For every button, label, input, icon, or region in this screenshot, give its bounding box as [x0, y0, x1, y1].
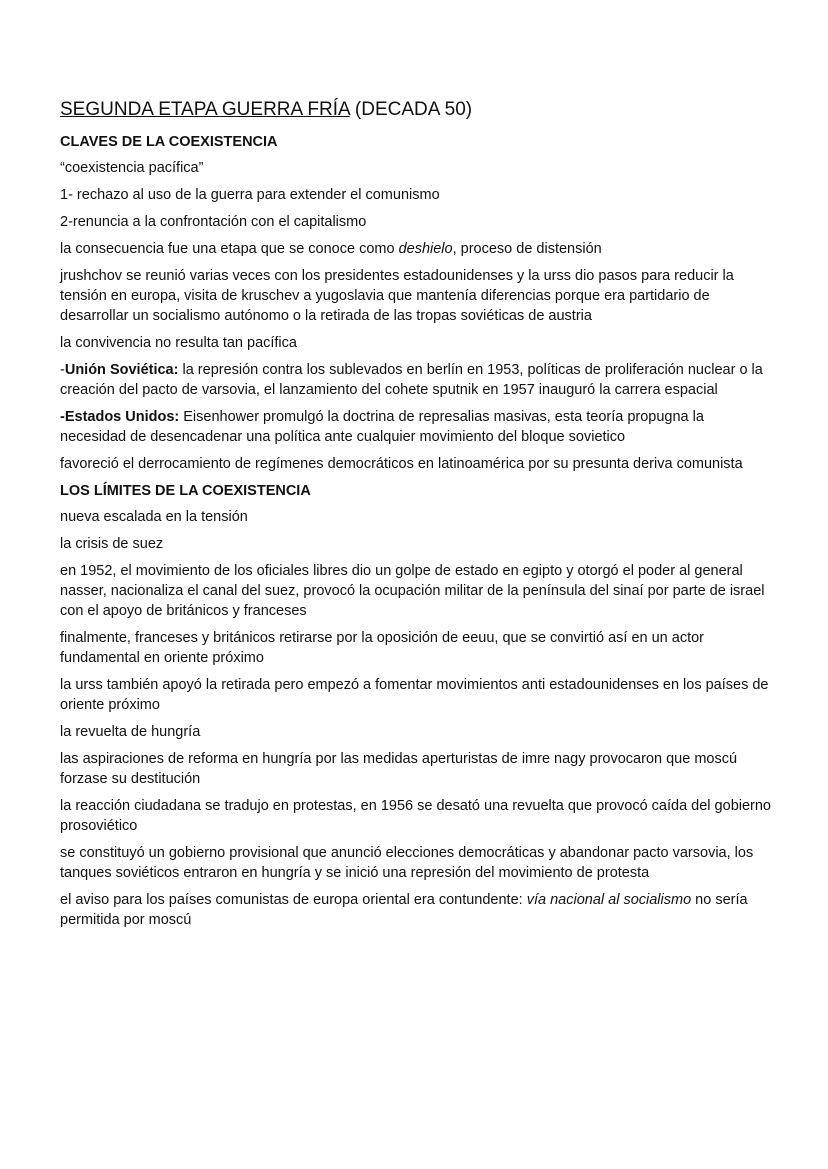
paragraph: jrushchov se reunió varias veces con los presidentes estadounidenses y la urss dio pasos para reducir la tensión en europa, visita de kruschev a yugoslavia que mantenía diferencias porque era partidario de desarrollar un socialismo autónomo o la retirada de las tropas soviéticas de austria [60, 268, 734, 324]
emphasis-deshielo: deshielo [398, 241, 453, 257]
bold-label-union-sovietica: Unión Soviética: [64, 362, 179, 378]
section-heading-claves: CLAVES DE LA COEXISTENCIA [60, 134, 278, 150]
paragraph: 1- rechazo al uso de la guerra para extender el comunismo [60, 187, 440, 203]
title-underlined: SEGUNDA ETAPA GUERRA FRÍA [60, 99, 350, 120]
paragraph-estados-unidos [60, 407, 772, 447]
paragraph: la reacción ciudadana se tradujo en protestas, en 1956 se desató una revuelta que provocó caída del gobierno prosoviético [60, 798, 771, 834]
emphasis-via-nacional: vía nacional al socialismo [526, 892, 692, 908]
text-run: - [60, 362, 65, 378]
paragraph: la convivencia no resulta tan pacífica [60, 335, 297, 351]
text-run: la represión contra los sublevados en berlín en 1953, políticas de proliferación nuclear o la creación del pacto de varsovia, el lanzamiento del cohete sputnik en 1957 inauguró la carrera espacial [60, 362, 763, 398]
paragraph: en 1952, el movimiento de los oficiales libres dio un golpe de estado en egipto y otorgó el poder al general nasser, nacionaliza el canal del suez, provocó la ocupación militar de la península del sinaí por parte de israel con el apoyo de británicos y franceses [60, 563, 765, 619]
page-title [60, 98, 772, 122]
text-run: no sería permitida por moscú [60, 892, 748, 928]
paragraph: nueva escalada en la tensión [60, 509, 248, 525]
text-run: la consecuencia fue una etapa que se conoce como [60, 241, 399, 257]
paragraph: se constituyó un gobierno provisional que anunció elecciones democráticas y abandonar pacto varsovia, los tanques soviéticos entraron en hungría y se inició una represión del movimiento de protesta [60, 845, 754, 881]
section-heading-limites: LOS LÍMITES DE LA COEXISTENCIA [60, 483, 311, 499]
paragraph: la crisis de suez [60, 536, 164, 552]
paragraph: las aspiraciones de reforma en hungría por las medidas aperturistas de imre nagy provocaron que moscú forzase su destitución [60, 751, 738, 787]
paragraph-union-sovietica [60, 360, 772, 400]
text-run: Eisenhower promulgó la doctrina de represalias masivas, esta teoría propugna la necesidad de desencadenar una política ante cualquier movimiento del bloque sovietico [60, 409, 704, 445]
paragraph: favoreció el derrocamiento de regímenes democráticos en latinoamérica por su presunta deriva comunista [60, 456, 743, 472]
paragraph [60, 239, 772, 259]
paragraph [60, 890, 772, 930]
text-run: , proceso de distensión [452, 241, 602, 257]
paragraph: “coexistencia pacífica” [60, 160, 204, 176]
paragraph: 2-renuncia a la confrontación con el capitalismo [60, 214, 367, 230]
text-run: el aviso para los países comunistas de europa oriental era contundente: [60, 892, 527, 908]
paragraph: la revuelta de hungría [60, 724, 201, 740]
bold-label-estados-unidos: -Estados Unidos: [60, 409, 180, 425]
paragraph: finalmente, franceses y británicos retirarse por la oposición de eeuu, que se convirtió así en un actor fundamental en oriente próximo [60, 630, 704, 666]
title-suffix: (DECADA 50) [349, 99, 473, 120]
paragraph: la urss también apoyó la retirada pero empezó a fomentar movimientos anti estadounidenses en los países de oriente próximo [60, 677, 769, 713]
